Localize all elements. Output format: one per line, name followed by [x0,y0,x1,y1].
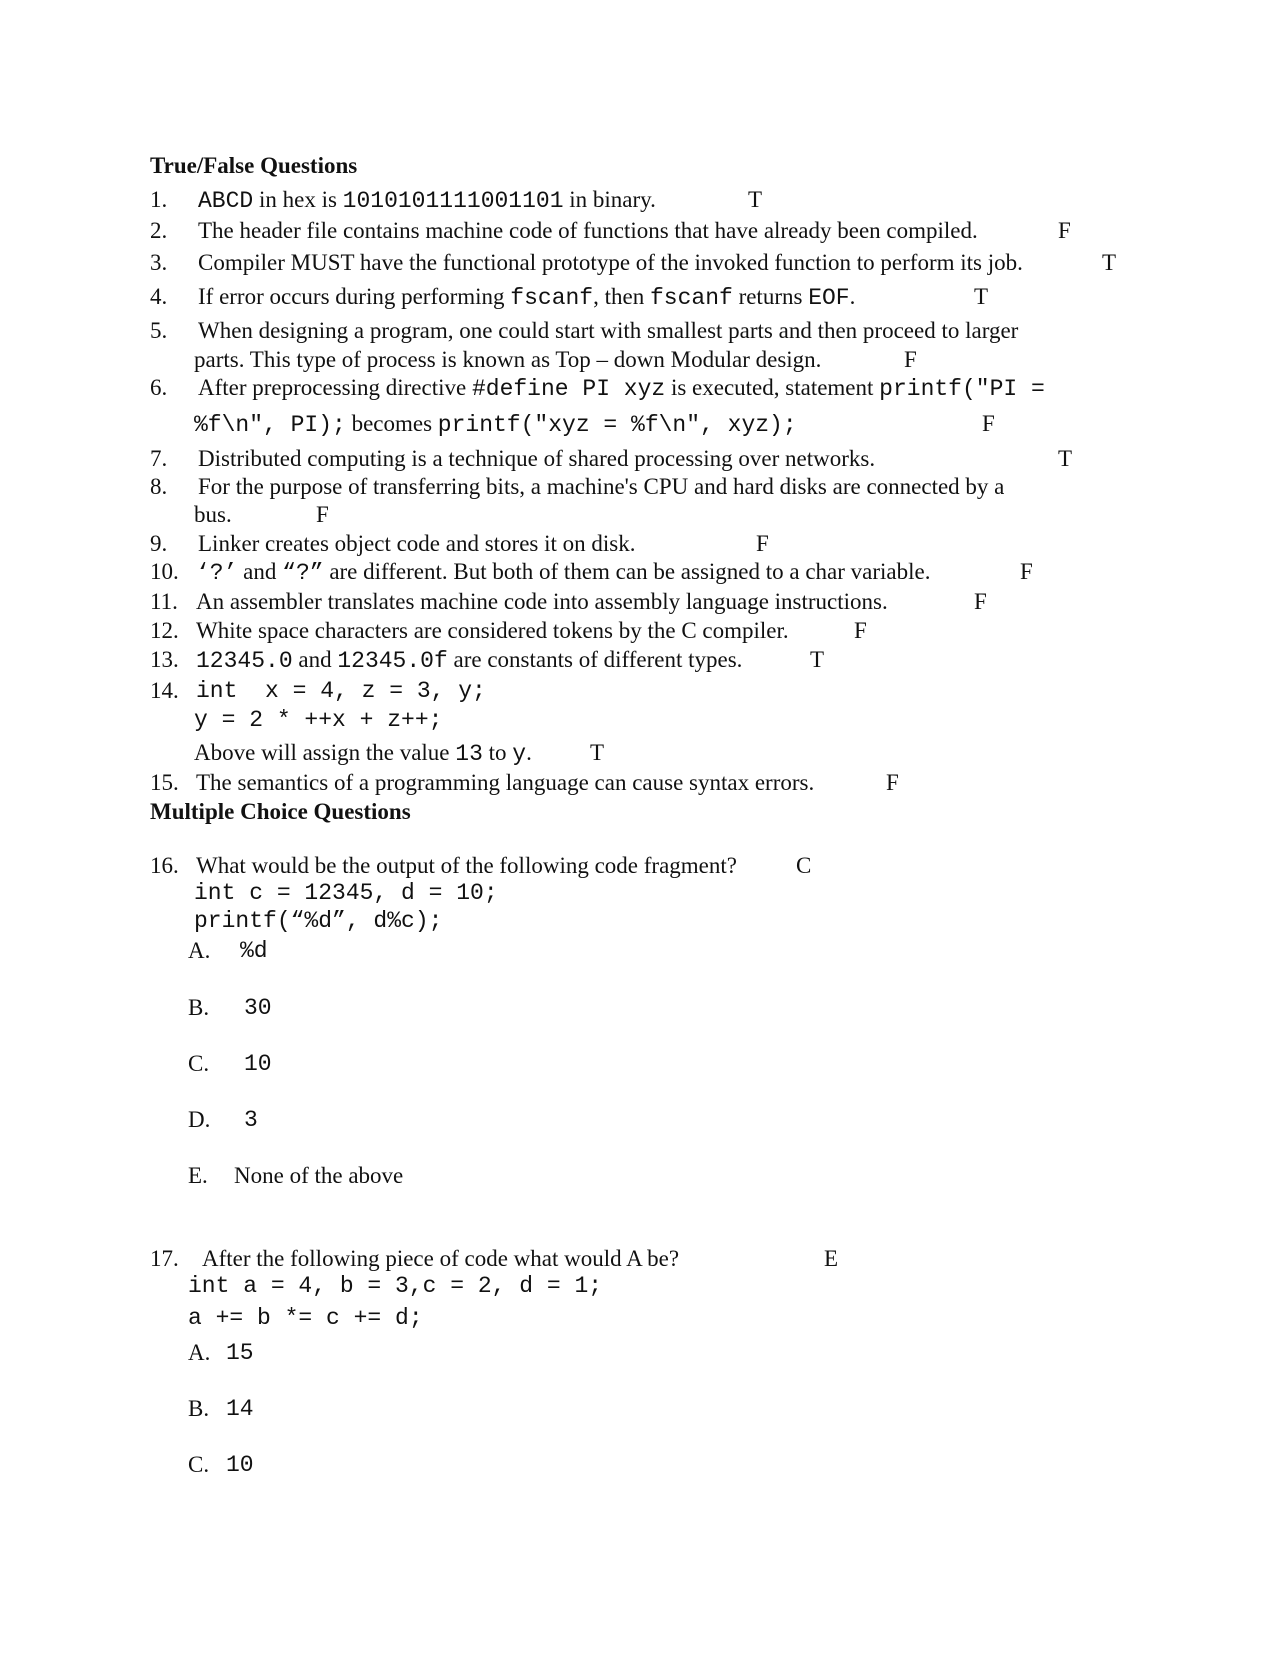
q17-number: 17. [150,1246,179,1271]
q12-text: White space characters are considered tokens by the C compiler. [196,618,789,643]
q14-text: Above will assign the value 13 to y. [194,740,532,767]
q17-option-a-value: 15 [226,1340,254,1366]
q15-text: The semantics of a programming language can cause syntax errors. [196,770,815,795]
q6-text-line1: After preprocessing directive #define PI xyz is executed, statement printf("PI = [198,375,1045,402]
q14-answer: T [590,740,605,765]
q7-number: 7. [150,446,168,471]
q5-text-line2: parts. This type of process is known as Top – down Modular design. [194,347,822,372]
q10-number: 10. [150,559,179,584]
q16-code-line2: printf(“%d”, d%c); [194,908,443,934]
q14-code-line2: y = 2 * ++x + z++; [194,707,443,733]
q16-option-c-value: 10 [244,1051,272,1077]
q13-number: 13. [150,647,179,672]
q11-number: 11. [150,589,178,614]
q17-option-b-label: B. [188,1396,210,1421]
q13-text: 12345.0 and 12345.0f are constants of different types. [196,647,743,674]
q6-answer: F [982,411,995,436]
q5-number: 5. [150,318,168,343]
q4-text: If error occurs during performing fscanf, then fscanf returns EOF. [198,284,856,311]
q1-text: ABCD in hex is 1010101111001101 in binary. [198,187,656,214]
q17-text: After the following piece of code what would A be? [202,1246,680,1271]
q17-option-c-label: C. [188,1452,210,1477]
q6-number: 6. [150,375,168,400]
q4-answer: T [974,284,989,309]
q9-number: 9. [150,531,168,556]
q12-number: 12. [150,618,179,643]
q3-number: 3. [150,250,168,275]
q1-answer: T [748,187,763,212]
q7-text: Distributed computing is a technique of shared processing over networks. [198,446,876,471]
q5-answer: F [904,347,917,372]
q16-code-line1: int c = 12345, d = 10; [194,880,498,906]
q16-option-d-value: 3 [244,1107,258,1133]
q17-option-b-value: 14 [226,1396,254,1422]
q17-answer: E [824,1246,839,1271]
q16-option-b-label: B. [188,995,210,1020]
true-false-heading: True/False Questions [150,153,358,178]
q2-answer: F [1058,218,1071,243]
q10-answer: F [1020,559,1033,584]
q17-code-line1: int a = 4, b = 3,c = 2, d = 1; [188,1273,603,1299]
q8-answer: F [316,502,329,527]
q16-option-c-label: C. [188,1051,210,1076]
q9-answer: F [756,531,769,556]
q16-option-a-value: %d [240,938,268,964]
q16-option-a-label: A. [188,938,211,963]
q16-text: What would be the output of the following code fragment? [196,853,737,878]
q7-answer: T [1058,446,1073,471]
q2-number: 2. [150,218,168,243]
q2-text: The header file contains machine code of functions that have already been compiled. [198,218,978,243]
q16-option-e-label: E. [188,1163,208,1188]
q17-option-a-label: A. [188,1340,211,1365]
q15-answer: F [886,770,899,795]
q1-number: 1. [150,187,168,212]
q11-answer: F [974,589,987,614]
q14-number: 14. [150,678,179,703]
q8-number: 8. [150,474,168,499]
q3-answer: T [1102,250,1117,275]
q16-number: 16. [150,853,179,878]
q14-code-line1: int x = 4, z = 3, y; [196,678,486,704]
q11-text: An assembler translates machine code into assembly language instructions. [196,589,888,614]
q16-option-b-value: 30 [244,995,272,1021]
q6-text-line2: %f\n", PI); becomes printf("xyz = %f\n", xyz); [194,411,797,438]
q16-option-d-label: D. [188,1107,211,1132]
q10-text: ‘?’ and “?” are different. But both of them can be assigned to a char variable. [196,559,931,586]
q8-text-line2: bus. [194,502,232,527]
q17-option-c-value: 10 [226,1452,254,1478]
q15-number: 15. [150,770,179,795]
q16-option-e-value: None of the above [234,1163,404,1188]
q4-number: 4. [150,284,168,309]
q16-answer: C [796,853,812,878]
q17-code-line2: a += b *= c += d; [188,1305,423,1331]
q8-text-line1: For the purpose of transferring bits, a machine's CPU and hard disks are connected by a [198,474,1005,499]
q9-text: Linker creates object code and stores it on disk. [198,531,636,556]
q5-text-line1: When designing a program, one could start with smallest parts and then proceed to larger [198,318,1019,343]
multiple-choice-heading: Multiple Choice Questions [150,799,411,824]
q12-answer: F [854,618,867,643]
q13-answer: T [810,647,825,672]
q3-text: Compiler MUST have the functional prototype of the invoked function to perform its job. [198,250,1023,275]
